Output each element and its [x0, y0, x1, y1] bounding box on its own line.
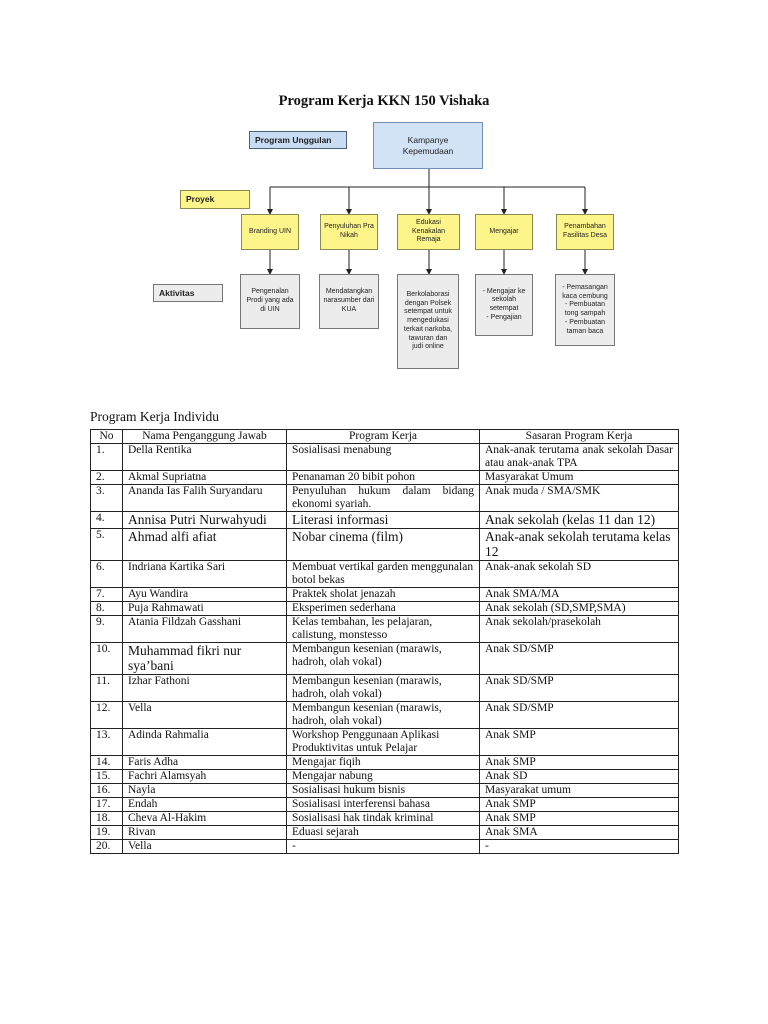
cell-sasaran: Anak sekolah/prasekolah	[480, 615, 679, 642]
aktivitas-box-3: Berkolaborasi dengan Polsek setempat untuk mengedukasi terkait narkoba, tawuran dan judi online	[397, 274, 459, 369]
table-row	[91, 444, 679, 471]
page-title: Program Kerja KKN 150 Vishaka	[278, 93, 490, 109]
proyek-box-2: Penyuluhan Pra Nikah	[320, 214, 378, 250]
table-row	[91, 560, 679, 587]
cell-no: 8.	[91, 601, 123, 615]
cell-program: Membuat vertikal garden menggunalan botol bekas	[287, 560, 480, 587]
aktivitas-label: Aktivitas	[153, 284, 223, 302]
cell-sasaran: Anak SMP	[480, 728, 679, 755]
cell-no: 10.	[91, 642, 123, 674]
cell-program: -	[287, 839, 480, 853]
table-row	[91, 769, 679, 783]
cell-nama: Faris Adha	[123, 755, 287, 769]
cell-program: Praktek sholat jenazah	[287, 587, 480, 601]
cell-program: Mengajar fiqih	[287, 755, 480, 769]
aktivitas-box-4: - Mengajar ke sekolah setempat - Pengajian	[475, 274, 533, 336]
cell-nama: Fachri Alamsyah	[123, 769, 287, 783]
cell-program: Membangun kesenian (marawis, hadroh, olah vokal)	[287, 642, 480, 674]
cell-no: 3.	[91, 485, 123, 512]
cell-no: 7.	[91, 587, 123, 601]
cell-sasaran: Anak-anak terutama anak sekolah Dasar atau anak-anak TPA	[480, 444, 679, 471]
program-unggulan-box: Kampanye Kepemudaan	[373, 122, 483, 169]
cell-program: Sosialisasi interferensi bahasa	[287, 797, 480, 811]
cell-sasaran: Anak SMP	[480, 811, 679, 825]
cell-no: 2.	[91, 471, 123, 485]
proyek-box-3: Edukasi Kenakalan Remaja	[397, 214, 460, 250]
table-row	[91, 512, 679, 529]
cell-sasaran: Anak-anak sekolah SD	[480, 560, 679, 587]
cell-nama: Ayu Wandira	[123, 587, 287, 601]
cell-program: Kelas tembahan, les pelajaran, calistung, monstesso	[287, 615, 480, 642]
table-row	[91, 471, 679, 485]
cell-program: Mengajar nabung	[287, 769, 480, 783]
cell-no: 5.	[91, 528, 123, 560]
header-program: Program Kerja	[287, 430, 480, 444]
cell-program: Penanaman 20 bibit pohon	[287, 471, 480, 485]
program-table	[90, 429, 679, 854]
cell-nama: Muhammad fikri nur sya’bani	[123, 642, 287, 674]
cell-program: Nobar cinema (film)	[287, 528, 480, 560]
cell-sasaran: Masyarakat umum	[480, 783, 679, 797]
cell-no: 4.	[91, 512, 123, 529]
cell-sasaran: Anak SMA/MA	[480, 587, 679, 601]
aktivitas-box-1: Pengenalan Prodi yang ada di UIN	[240, 274, 300, 329]
table-row	[91, 485, 679, 512]
cell-nama: Nayla	[123, 783, 287, 797]
cell-nama: Vella	[123, 701, 287, 728]
cell-sasaran: Anak SMP	[480, 797, 679, 811]
cell-sasaran: Anak sekolah (SD,SMP,SMA)	[480, 601, 679, 615]
cell-nama: Puja Rahmawati	[123, 601, 287, 615]
cell-nama: Cheva Al-Hakim	[123, 811, 287, 825]
proyek-box-5: Penambahan Fasilitas Desa	[556, 214, 614, 250]
cell-sasaran: Anak SD/SMP	[480, 674, 679, 701]
cell-no: 17.	[91, 797, 123, 811]
table-row	[91, 701, 679, 728]
proyek-box-4: Mengajar	[475, 214, 533, 250]
cell-nama: Endah	[123, 797, 287, 811]
header-no: No	[91, 430, 123, 444]
aktivitas-box-5: - Pemasangan kaca cembung - Pembuatan tong sampah - Pembuatan taman baca	[555, 274, 615, 346]
table-row	[91, 755, 679, 769]
cell-no: 16.	[91, 783, 123, 797]
cell-no: 6.	[91, 560, 123, 587]
table-row	[91, 587, 679, 601]
table-row	[91, 615, 679, 642]
cell-program: Sosialisasi hak tindak kriminal	[287, 811, 480, 825]
cell-program: Membangun kesenian (marawis, hadroh, olah vokal)	[287, 701, 480, 728]
cell-nama: Adinda Rahmalia	[123, 728, 287, 755]
cell-no: 19.	[91, 825, 123, 839]
cell-no: 20.	[91, 839, 123, 853]
cell-no: 9.	[91, 615, 123, 642]
cell-no: 1.	[91, 444, 123, 471]
cell-sasaran: Anak sekolah (kelas 11 dan 12)	[480, 512, 679, 529]
cell-program: Sosialisasi hukum bisnis	[287, 783, 480, 797]
table-row	[91, 642, 679, 674]
cell-no: 14.	[91, 755, 123, 769]
table-row	[91, 528, 679, 560]
table-row	[91, 601, 679, 615]
cell-sasaran: Anak SMA	[480, 825, 679, 839]
cell-no: 18.	[91, 811, 123, 825]
table-row	[91, 728, 679, 755]
program-unggulan-label: Program Unggulan	[249, 131, 347, 149]
cell-no: 11.	[91, 674, 123, 701]
cell-no: 15.	[91, 769, 123, 783]
cell-nama: Annisa Putri Nurwahyudi	[123, 512, 287, 529]
table-row	[91, 825, 679, 839]
diagram-connectors	[0, 0, 768, 400]
cell-nama: Indriana Kartika Sari	[123, 560, 287, 587]
cell-sasaran: Anak SMP	[480, 755, 679, 769]
cell-nama: Ahmad alfi afiat	[123, 528, 287, 560]
cell-sasaran: Anak SD	[480, 769, 679, 783]
cell-program: Eksperimen sederhana	[287, 601, 480, 615]
cell-sasaran: Anak SD/SMP	[480, 701, 679, 728]
table-header-row	[91, 430, 679, 444]
cell-sasaran: Anak muda / SMA/SMK	[480, 485, 679, 512]
cell-program: Eduasi sejarah	[287, 825, 480, 839]
proyek-label: Proyek	[180, 190, 250, 209]
table-row	[91, 797, 679, 811]
proyek-box-1: Branding UIN	[241, 214, 299, 250]
cell-nama: Ananda Ias Falih Suryandaru	[123, 485, 287, 512]
cell-program: Sosialisasi menabung	[287, 444, 480, 471]
cell-nama: Izhar Fathoni	[123, 674, 287, 701]
table-row	[91, 839, 679, 853]
cell-program: Workshop Penggunaan Aplikasi Produktivitas untuk Pelajar	[287, 728, 480, 755]
cell-nama: Vella	[123, 839, 287, 853]
cell-sasaran: -	[480, 839, 679, 853]
cell-sasaran: Anak-anak sekolah terutama kelas 12	[480, 528, 679, 560]
aktivitas-box-2: Mendatangkan narasumber dari KUA	[319, 274, 379, 329]
cell-program: Literasi informasi	[287, 512, 480, 529]
cell-sasaran: Anak SD/SMP	[480, 642, 679, 674]
cell-sasaran: Masyarakat Umum	[480, 471, 679, 485]
cell-no: 12.	[91, 701, 123, 728]
cell-no: 13.	[91, 728, 123, 755]
table-row	[91, 674, 679, 701]
cell-nama: Akmal Supriatna	[123, 471, 287, 485]
header-sasaran: Sasaran Program Kerja	[480, 430, 679, 444]
cell-program: Penyuluhan hukum dalam bidang ekonomi syariah.	[287, 485, 480, 512]
cell-program: Membangun kesenian (marawis, hadroh, olah vokal)	[287, 674, 480, 701]
table-row	[91, 811, 679, 825]
section-title: Program Kerja Individu	[90, 409, 219, 424]
cell-nama: Rivan	[123, 825, 287, 839]
header-nama: Nama Penganggung Jawab	[123, 430, 287, 444]
cell-nama: Atania Fildzah Gasshani	[123, 615, 287, 642]
table-row	[91, 783, 679, 797]
cell-nama: Della Rentika	[123, 444, 287, 471]
